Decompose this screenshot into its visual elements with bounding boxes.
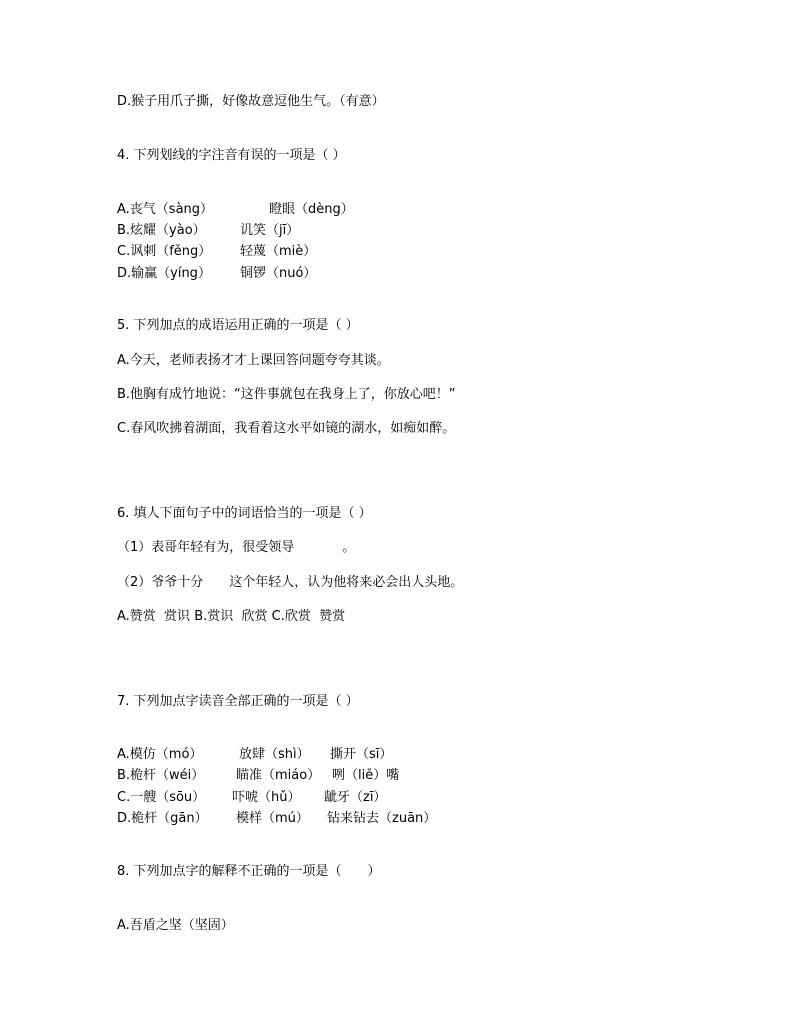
q4-option-row (117, 265, 317, 319)
q5-option-b: B.他胸有成竹地说：“这件事就包在我身上了，你放心吧！” (117, 387, 456, 402)
q7-option-c-2: 吓唬（hǔ） (232, 790, 301, 805)
q7-option-d-1: D.桅杆（gān） (117, 811, 208, 826)
q6-question: 6. 填人下面句子中的词语恰当的一项是（ ） (117, 506, 372, 521)
q6-sentence-2-before: （2）爷爷十分 (117, 575, 204, 590)
q5-option-a: A.今天，老师表扬才才上课回答问题夸夸其谈。 (117, 353, 390, 368)
q6-sentence-1-after: 。 (342, 540, 356, 555)
q7-option-c-1: C.一艘（sōu） (117, 790, 206, 805)
q4-question: 4. 下列划线的字注音有误的一项是（ ） (117, 148, 346, 163)
q7-option-b-2: 瞄准（miáo） (236, 768, 321, 783)
q4-option-b-left: B.炫耀（yào） (117, 223, 206, 238)
q4-option-c-left: C.讽刺（fěng） (117, 244, 212, 259)
q4-option-d-left: D.输赢（yíng） (117, 266, 211, 281)
q7-option-a-3: 撕开（sī） (330, 747, 393, 762)
q6-sentence-1-before: （1）表哥年轻有为，很受领导 (117, 540, 295, 555)
q7-option-d-3: 钻来钻去（zuān） (327, 811, 437, 826)
q7-option-a-1: A.模仿（mó） (117, 747, 203, 762)
q6-sentence-2-after: 这个年轻人，认为他将来必会出人头地。 (229, 575, 464, 590)
q3-option-d: D.猴子用爪子撕，好像故意逗他生气。（有意） (117, 94, 385, 109)
q6-sentence-2 (117, 574, 463, 592)
q7-option-d-2: 模样（mú） (236, 811, 309, 826)
q7-option-c-3: 龇牙（zī） (324, 790, 387, 805)
q7-option-b-1: B.桅杆（wéi） (117, 768, 205, 783)
q6-options: A.赞赏 赏识 B.赏识 欣赏 C.欣赏 赞赏 (117, 609, 346, 624)
q8-question: 8. 下列加点字的解释不正确的一项是（ ） (117, 864, 381, 879)
q4-option-a-right: 瞪眼（dèng） (269, 202, 354, 217)
q7-option-a-2: 放肆（shì） (239, 747, 310, 762)
q4-option-c-right: 轻蔑（miè） (240, 244, 317, 259)
q7-option-b-3: 咧（liě）嘴 (332, 768, 400, 783)
q5-question: 5. 下列加点的成语运用正确的一项是（ ） (117, 318, 359, 333)
q4-option-d-right: 铜锣（nuó） (240, 266, 317, 281)
q7-question: 7. 下列加点字读音全部正确的一项是（ ） (117, 694, 359, 709)
q4-option-a-left: A.丧气（sàng） (117, 202, 214, 217)
q5-option-c: C.春风吹拂着湖面，我看着这水平如镜的湖水，如痴如醉。 (117, 421, 456, 436)
q6-sentence-1 (117, 539, 355, 557)
q8-option-a: A.吾盾之坚（坚固） (117, 918, 234, 933)
q4-option-b-right: 讥笑（jī） (240, 223, 300, 238)
